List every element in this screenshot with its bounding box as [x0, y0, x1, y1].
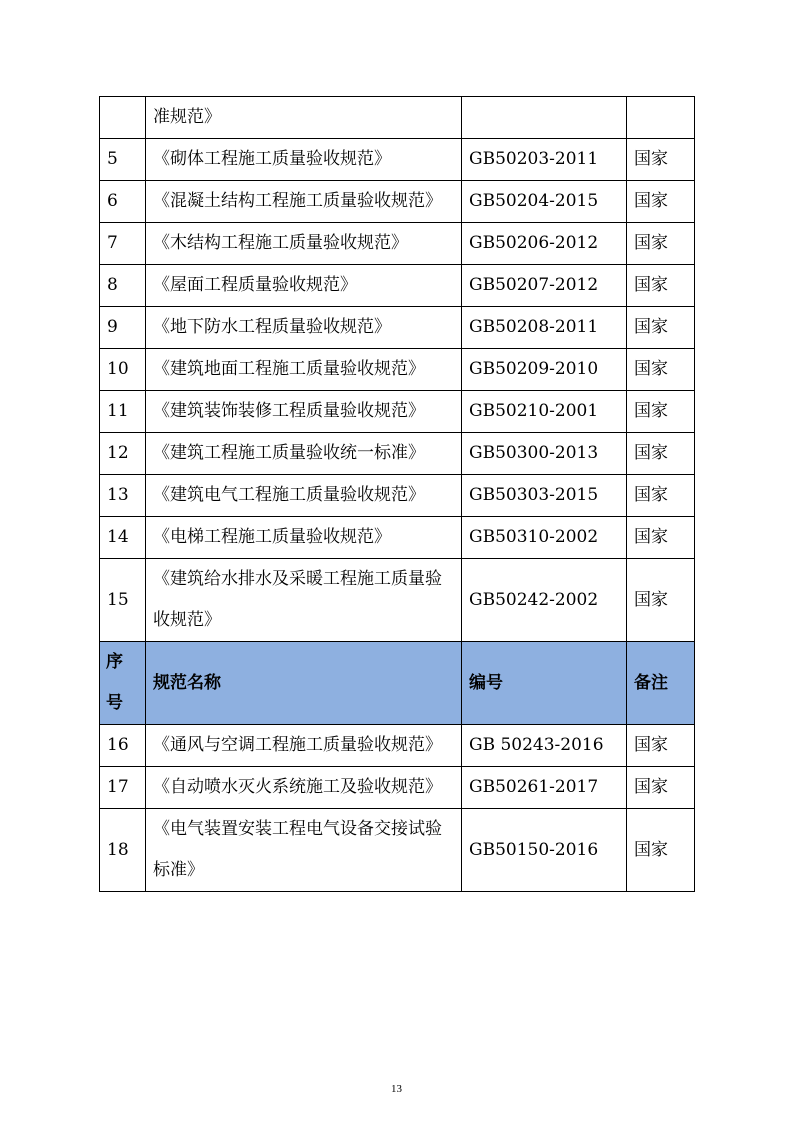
header-note: 备注: [627, 642, 695, 725]
standard-name-cell: 《地下防水工程质量验收规范》: [146, 307, 462, 349]
seq-cell: 6: [100, 181, 146, 223]
table-row: [100, 223, 695, 265]
standard-name-cell: 《建筑给水排水及采暖工程施工质量验收规范》: [146, 559, 462, 642]
standard-code-cell: GB50208-2011: [462, 307, 627, 349]
note-cell: 国家: [627, 349, 695, 391]
seq-cell: 9: [100, 307, 146, 349]
standard-code-cell: GB50210-2001: [462, 391, 627, 433]
note-cell: 国家: [627, 559, 695, 642]
standard-name-cell: 《电梯工程施工质量验收规范》: [146, 517, 462, 559]
table-row: [100, 139, 695, 181]
standard-code-cell: GB50261-2017: [462, 767, 627, 809]
note-cell: 国家: [627, 223, 695, 265]
table-row: [100, 475, 695, 517]
seq-cell: 8: [100, 265, 146, 307]
standard-code-cell: GB50207-2012: [462, 265, 627, 307]
note-cell: 国家: [627, 307, 695, 349]
seq-cell: [100, 97, 146, 139]
header-code: 编号: [462, 642, 627, 725]
standard-code-cell: GB50204-2015: [462, 181, 627, 223]
note-cell: 国家: [627, 139, 695, 181]
seq-cell: 16: [100, 725, 146, 767]
table-row: [100, 349, 695, 391]
seq-cell: 15: [100, 559, 146, 642]
seq-cell: 5: [100, 139, 146, 181]
note-cell: 国家: [627, 725, 695, 767]
standard-name-cell: 《建筑装饰装修工程质量验收规范》: [146, 391, 462, 433]
standard-name-cell: 《通风与空调工程施工质量验收规范》: [146, 725, 462, 767]
header-seq: 序号: [100, 642, 146, 725]
table-row: [100, 767, 695, 809]
seq-cell: 17: [100, 767, 146, 809]
standard-code-cell: GB50310-2002: [462, 517, 627, 559]
seq-cell: 10: [100, 349, 146, 391]
table-header-row: [100, 642, 695, 725]
note-cell: 国家: [627, 809, 695, 892]
page-number: 13: [391, 1083, 402, 1095]
seq-cell: 18: [100, 809, 146, 892]
table-row: [100, 181, 695, 223]
table-row: [100, 433, 695, 475]
standard-code-cell: GB50203-2011: [462, 139, 627, 181]
standard-name-cell: 《自动喷水灭火系统施工及验收规范》: [146, 767, 462, 809]
table-row: [100, 809, 695, 892]
standard-name-cell: 准规范》: [146, 97, 462, 139]
table-row: [100, 391, 695, 433]
standard-code-cell: GB50150-2016: [462, 809, 627, 892]
standard-code-cell: GB 50243-2016: [462, 725, 627, 767]
standard-name-cell: 《电气装置安装工程电气设备交接试验标准》: [146, 809, 462, 892]
table-row: [100, 725, 695, 767]
standard-code-cell: [462, 97, 627, 139]
standards-table: [99, 96, 695, 892]
seq-cell: 11: [100, 391, 146, 433]
note-cell: [627, 97, 695, 139]
standard-name-cell: 《木结构工程施工质量验收规范》: [146, 223, 462, 265]
note-cell: 国家: [627, 181, 695, 223]
standard-code-cell: GB50242-2002: [462, 559, 627, 642]
table-row: [100, 517, 695, 559]
table-row-continuation: [100, 97, 695, 139]
note-cell: 国家: [627, 767, 695, 809]
standard-name-cell: 《混凝土结构工程施工质量验收规范》: [146, 181, 462, 223]
standard-name-cell: 《建筑工程施工质量验收统一标准》: [146, 433, 462, 475]
seq-cell: 12: [100, 433, 146, 475]
note-cell: 国家: [627, 517, 695, 559]
seq-cell: 7: [100, 223, 146, 265]
note-cell: 国家: [627, 391, 695, 433]
table-row: [100, 307, 695, 349]
standard-name-cell: 《建筑地面工程施工质量验收规范》: [146, 349, 462, 391]
standard-code-cell: GB50303-2015: [462, 475, 627, 517]
standard-name-cell: 《砌体工程施工质量验收规范》: [146, 139, 462, 181]
table-row: [100, 559, 695, 642]
standard-code-cell: GB50300-2013: [462, 433, 627, 475]
standard-name-cell: 《屋面工程质量验收规范》: [146, 265, 462, 307]
note-cell: 国家: [627, 265, 695, 307]
standard-name-cell: 《建筑电气工程施工质量验收规范》: [146, 475, 462, 517]
seq-cell: 13: [100, 475, 146, 517]
table-row: [100, 265, 695, 307]
header-name: 规范名称: [146, 642, 462, 725]
seq-cell: 14: [100, 517, 146, 559]
standard-code-cell: GB50206-2012: [462, 223, 627, 265]
standard-code-cell: GB50209-2010: [462, 349, 627, 391]
note-cell: 国家: [627, 433, 695, 475]
note-cell: 国家: [627, 475, 695, 517]
